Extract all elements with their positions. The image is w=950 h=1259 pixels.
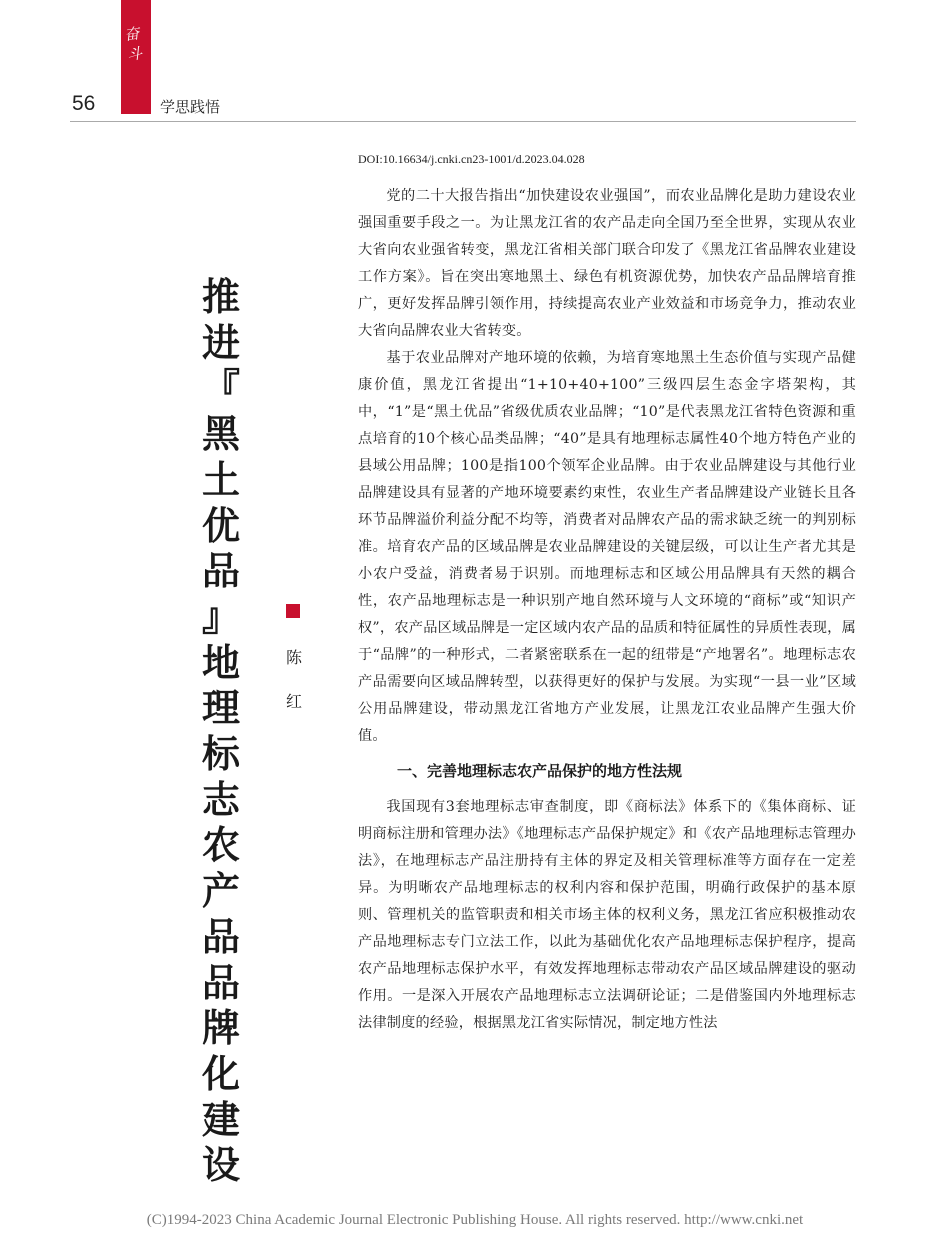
title-char: 建: [201, 1097, 240, 1142]
header-divider: [70, 121, 856, 122]
title-char: 』: [201, 594, 240, 639]
title-char: 农: [201, 823, 240, 868]
title-char: 推: [201, 275, 240, 319]
title-char: 黑: [201, 412, 240, 457]
page-number: 56: [72, 92, 96, 115]
title-char: 优: [201, 503, 240, 548]
body-paragraph: 基于农业品牌对产地环境的依赖，为培育寒地黑土生态价值与实现产品健康价值，黑龙江省提出“1+10+40+100”三级四层生态金字塔架构，其中，“1”是“黑土优品”省级优质农业品牌；“10”是代表黑龙江省特色资源和重点培育的10个核心品类品牌；“40”是具有地理标志属性40个地方特色产业的县域公用品牌；100是指100个领军企业品牌。由于农业品牌建设与其他行业品牌建设具有显著的产地环境要素约束性，农业生产者品牌建设产业链长且各环节品牌溢价利益分配不均等，消费者对品牌农产品的需求缺乏统一的判别标准。培育农产品的区域品牌是农业品牌建设的关键层级，可以让生产者尤其是小农户受益，消费者易于识别。而地理标志和区域公用品牌具有天然的耦合性，农产品地理标志是一种识别产地自然环境与人文环境的“商标”或“知识产权”，农产品区域品牌是一定区域内农产品的品质和特征属性的异质性表现，属于“品牌”的一种形式，二者紧密联系在一起的纽带是“产地署名”。地理标志农产品需要向区域品牌转型，以获得更好的保护与发展。为实现“一县一业”区域公用品牌建设，带动黑龙江省地方产业发展，让黑龙江农业品牌产生强大价值。: [358, 350, 856, 744]
body-paragraph: 我国现有3套地理标志审查制度，即《商标法》体系下的《集体商标、证明商标注册和管理办法》《地理标志产品保护规定》和《农产品地理标志管理办法》，在地理标志产品注册持有主体的界定及相关管理标准等方面存在一定差异。为明晰农产品地理标志的权利内容和保护范围，明确行政保护的基本原则、管理机关的监管职责和相关市场主体的权利义务，黑龙江省应积极推动农产品地理标志专门立法工作，以此为基础优化农产品地理标志保护程序，提高农产品地理标志保护水平，有效发挥地理标志带动农产品区域品牌建设的驱动作用。一是深入开展农产品地理标志立法调研论证；二是借鉴国内外地理标志法律制度的经验，根据黑龙江省实际情况，制定地方性法: [358, 799, 856, 1031]
doi-line: DOI:10.16634/j.cnki.cn23-1001/d.2023.04.028: [358, 152, 585, 166]
author-marker: [286, 604, 300, 618]
title-char: 志: [201, 777, 240, 822]
copyright-footer: (C)1994-2023 China Academic Journal Electronic Publishing House. All rights reserved. http://www.cnki.net: [146, 1212, 804, 1228]
seal-char: 奋: [123, 24, 141, 45]
column-name: 学思践悟: [160, 98, 221, 116]
title-char: 地: [201, 640, 240, 685]
title-char: 产: [201, 869, 240, 914]
author-name: [285, 636, 303, 724]
title-char: 标: [201, 732, 240, 777]
title-char: 品: [201, 960, 240, 1005]
article-title: [196, 275, 246, 1189]
title-char: 进: [201, 320, 240, 365]
seal-char: 斗: [125, 44, 144, 65]
title-char: 设: [201, 1143, 240, 1188]
title-char: 理: [201, 686, 240, 731]
title-char: 『: [201, 366, 240, 411]
title-char: 牌: [201, 1006, 240, 1051]
section-heading: 一、完善地理标志农产品保护的地方性法规: [397, 762, 683, 780]
title-char: 品: [201, 549, 240, 594]
author-char: 红: [285, 692, 302, 711]
article-body: [358, 183, 856, 1037]
author-char: 陈: [285, 648, 302, 667]
title-char: 化: [201, 1051, 240, 1096]
title-char: 土: [201, 457, 240, 502]
body-paragraph: 党的二十大报告指出“加快建设农业强国”，而农业品牌化是助力建设农业强国重要手段之一。为让黑龙江省的农产品走向全国乃至全世界，实现从农业大省向农业强省转变，黑龙江省相关部门联合印发了《黑龙江省品牌农业建设工作方案》。旨在突出寒地黑土、绿色有机资源优势，加快农产品品牌培育推广，更好发挥品牌引领作用，持续提高农业产业效益和市场竞争力，推动农业大省向品牌农业大省转变。: [358, 188, 856, 339]
title-char: 品: [201, 914, 240, 959]
